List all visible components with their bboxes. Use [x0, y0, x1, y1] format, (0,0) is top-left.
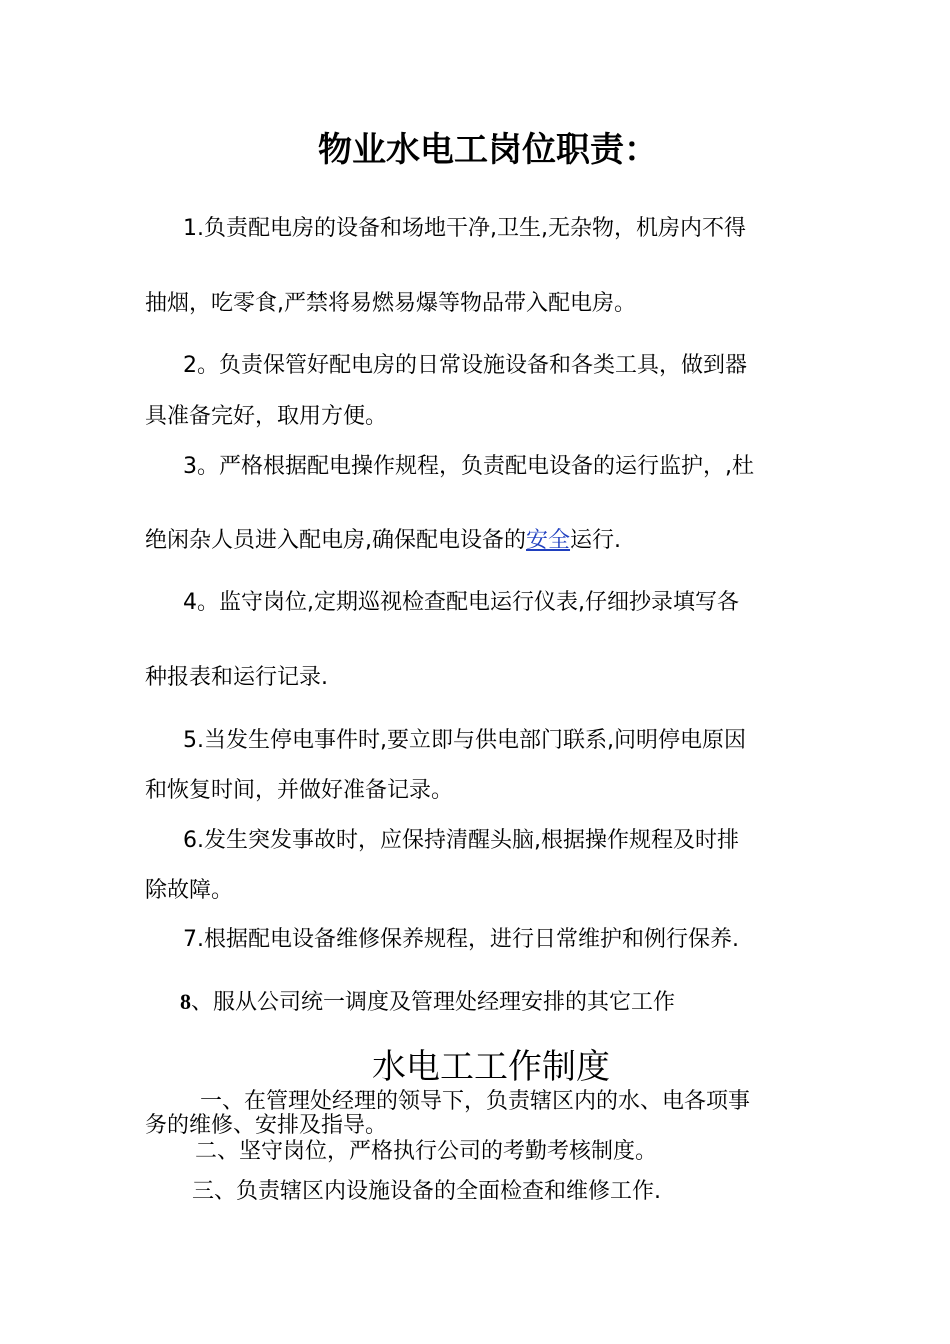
- duty-3-line-2: [145, 527, 621, 555]
- duty-8-number: 8: [180, 989, 191, 1014]
- duty-1-line-2: 抽烟，吃零食,严禁将易燃易爆等物品带入配电房。: [145, 291, 636, 316]
- duty-1-line-1: 1.负责配电房的设备和场地干净,卫生,无杂物，机房内不得: [183, 216, 746, 241]
- system-1-line-1: 一、在管理处经理的领导下，负责辖区内的水、电各项事: [200, 1089, 751, 1114]
- duty-2-line-2: 具准备完好，取用方便。: [145, 404, 388, 429]
- duty-3-line-1: 3。严格根据配电操作规程，负责配电设备的运行监护，,杜: [183, 454, 754, 479]
- duty-5-line-1: 5.当发生停电事件时,要立即与供电部门联系,问明停电原因: [183, 728, 746, 753]
- system-1-line-2: 务的维修、安排及指导。: [145, 1113, 388, 1138]
- duty-4-line-1: 4。监守岗位,定期巡视检查配电运行仪表,仔细抄录填写各: [183, 590, 739, 615]
- duty-6-line-2: 除故障。: [145, 878, 234, 903]
- duty-4-line-2: 种报表和运行记录.: [145, 665, 328, 690]
- duty-3-text-before: 绝闲杂人员进入配电房,确保配电设备的: [145, 528, 526, 553]
- duty-2-line-1: 2。负责保管好配电房的日常设施设备和各类工具，做到器: [183, 353, 747, 378]
- duty-8-line: [180, 988, 675, 1017]
- page-title: 物业水电工岗位职责：: [318, 130, 658, 170]
- duty-3-text-after: 运行.: [570, 528, 622, 553]
- duty-7-line-1: 7.根据配电设备维修保养规程，进行日常维护和例行保养.: [183, 927, 739, 952]
- duty-5-line-2: 和恢复时间，并做好准备记录。: [145, 778, 454, 803]
- system-2-line: 二、坚守岗位，严格执行公司的考勤考核制度。: [195, 1139, 658, 1164]
- system-3-line: 三、负责辖区内设施设备的全面检查和维修工作.: [192, 1179, 661, 1204]
- duty-8-text: 、服从公司统一调度及管理处经理安排的其它工作: [191, 990, 676, 1015]
- duty-6-line-1: 6.发生突发事故时，应保持清醒头脑,根据操作规程及时排: [183, 828, 739, 853]
- safety-link[interactable]: 安全: [526, 528, 571, 553]
- section-title: 水电工工作制度: [372, 1047, 610, 1087]
